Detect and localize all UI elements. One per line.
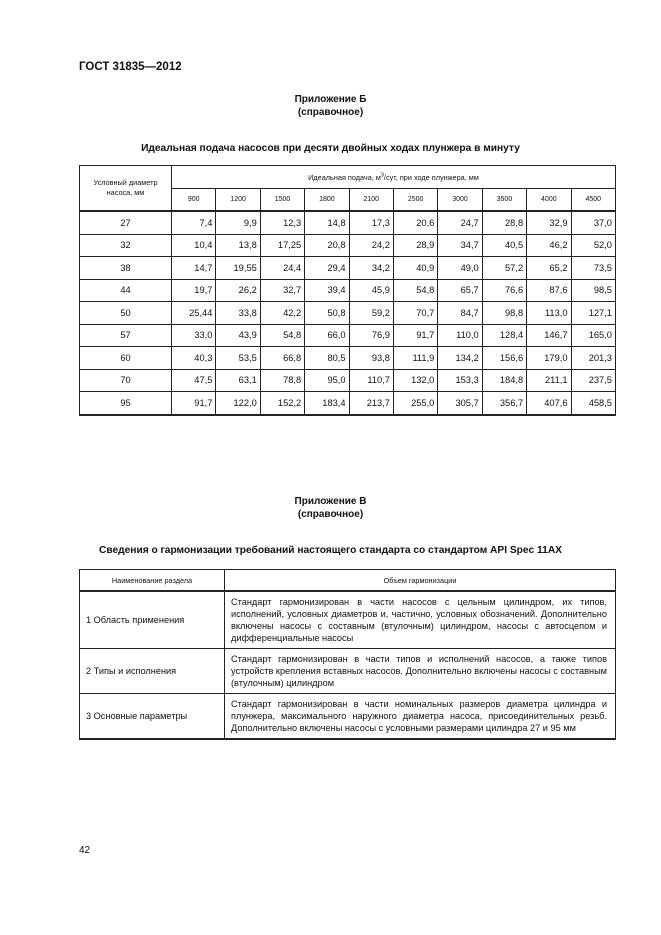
feed-value-cell: 80,5 <box>305 347 349 370</box>
feed-value-cell: 54,8 <box>260 324 304 347</box>
feed-value-cell: 95,0 <box>305 369 349 392</box>
appendix-v-heading <box>0 495 661 521</box>
table-row <box>80 649 616 694</box>
table-row <box>80 257 616 280</box>
feed-value-cell: 122,0 <box>216 392 260 415</box>
stroke-header: 1500 <box>260 189 304 212</box>
feed-value-cell: 34,2 <box>349 257 393 280</box>
feed-value-cell: 91,7 <box>393 324 437 347</box>
feed-value-cell: 20,8 <box>305 234 349 257</box>
feed-value-cell: 213,7 <box>349 392 393 415</box>
feed-value-cell: 53,5 <box>216 347 260 370</box>
feed-value-cell: 111,9 <box>393 347 437 370</box>
feed-value-cell: 184,8 <box>482 369 526 392</box>
scope-cell: Стандарт гармонизирован в части насосов с цельным цилиндром, их типов, исполнений, условных диаметров и, частично, условных обозначений. Дополнительно включены насосы с составным (втулочным) цилиндром, насосы с автосцепом и дифференциальные насосы <box>225 591 616 649</box>
feed-value-cell: 40,9 <box>393 257 437 280</box>
feed-value-cell: 45,9 <box>349 279 393 302</box>
appendix-v-caption: Сведения о гармонизации требований настоящего стандарта со стандартом API Spec 11AX <box>99 545 562 556</box>
feed-value-cell: 19,7 <box>172 279 216 302</box>
feed-value-cell: 66,8 <box>260 347 304 370</box>
feed-value-cell: 458,5 <box>571 392 615 415</box>
feed-value-cell: 153,3 <box>438 369 482 392</box>
feed-value-cell: 165,0 <box>571 324 615 347</box>
feed-value-cell: 127,1 <box>571 302 615 325</box>
feed-value-cell: 70,7 <box>393 302 437 325</box>
appendix-v-note: (справочное) <box>297 509 364 520</box>
feed-value-cell: 17,25 <box>260 234 304 257</box>
feed-value-cell: 24,7 <box>438 211 482 234</box>
feed-value-cell: 26,2 <box>216 279 260 302</box>
feed-header-suffix: /сут, при ходе плунжера, мм <box>383 172 479 182</box>
feed-value-cell: 356,7 <box>482 392 526 415</box>
feed-value-cell: 201,3 <box>571 347 615 370</box>
feed-value-cell: 37,0 <box>571 211 615 234</box>
appendix-v-title: Приложение В <box>294 496 367 507</box>
feed-value-cell: 17,3 <box>349 211 393 234</box>
feed-value-cell: 42,2 <box>260 302 304 325</box>
harmonization-table <box>79 569 616 740</box>
feed-value-cell: 78,8 <box>260 369 304 392</box>
diameter-cell: 60 <box>80 347 172 370</box>
feed-value-cell: 14,8 <box>305 211 349 234</box>
feed-value-cell: 110,0 <box>438 324 482 347</box>
table-row <box>80 369 616 392</box>
appendix-b-heading <box>0 93 661 119</box>
feed-value-cell: 24,2 <box>349 234 393 257</box>
feed-value-cell: 98,8 <box>482 302 526 325</box>
section-cell: 3 Основные параметры <box>80 694 225 740</box>
stroke-header: 2500 <box>393 189 437 212</box>
appendix-b-title: Приложение Б <box>294 94 367 105</box>
diameter-cell: 38 <box>80 257 172 280</box>
stroke-header: 1800 <box>305 189 349 212</box>
feed-value-cell: 65,2 <box>527 257 571 280</box>
feed-value-cell: 14,7 <box>172 257 216 280</box>
feed-value-cell: 110,7 <box>349 369 393 392</box>
feed-value-cell: 46,2 <box>527 234 571 257</box>
stroke-header: 1200 <box>216 189 260 212</box>
stroke-header: 2100 <box>349 189 393 212</box>
feed-value-cell: 43,9 <box>216 324 260 347</box>
feed-value-cell: 29,4 <box>305 257 349 280</box>
appendix-b-note: (справочное) <box>297 107 364 118</box>
scope-cell: Стандарт гармонизирован в части типов и исполнений насосов, а также типов устройств крепления вставных насосов. Дополнительно включены насосы с составным (втулочным) цилиндром <box>225 649 616 694</box>
table-row <box>80 279 616 302</box>
feed-value-cell: 132,0 <box>393 369 437 392</box>
feed-value-cell: 40,5 <box>482 234 526 257</box>
table-row <box>80 347 616 370</box>
feed-value-cell: 25,44 <box>172 302 216 325</box>
feed-value-cell: 134,2 <box>438 347 482 370</box>
diameter-cell: 44 <box>80 279 172 302</box>
stroke-header: 4500 <box>571 189 615 212</box>
feed-value-cell: 7,4 <box>172 211 216 234</box>
feed-value-cell: 32,9 <box>527 211 571 234</box>
feed-value-cell: 63,1 <box>216 369 260 392</box>
feed-value-cell: 152,2 <box>260 392 304 415</box>
feed-value-cell: 59,2 <box>349 302 393 325</box>
feed-value-cell: 76,6 <box>482 279 526 302</box>
table-row <box>80 392 616 415</box>
feed-value-cell: 19,55 <box>216 257 260 280</box>
feed-value-cell: 237,5 <box>571 369 615 392</box>
column-header-scope: Объем гармонизации <box>225 570 616 592</box>
column-header-diameter: Условный диаметр насоса, мм <box>80 166 172 212</box>
feed-value-cell: 54,8 <box>393 279 437 302</box>
appendix-b-caption: Идеальная подача насосов при десяти двойных ходах плунжера в минуту <box>141 143 520 154</box>
feed-value-cell: 76,9 <box>349 324 393 347</box>
feed-value-cell: 20,6 <box>393 211 437 234</box>
feed-value-cell: 211,1 <box>527 369 571 392</box>
feed-value-cell: 50,8 <box>305 302 349 325</box>
stroke-header: 900 <box>172 189 216 212</box>
feed-value-cell: 84,7 <box>438 302 482 325</box>
feed-value-cell: 98,5 <box>571 279 615 302</box>
scope-cell: Стандарт гармонизирован в части номинальных размеров диаметра цилиндра и плунжера, максимального наружного диаметра насоса, присоединительных резьб. Дополнительно включены насосы с условными размерами цилиндра 27 и 95 мм <box>225 694 616 740</box>
feed-value-cell: 47,5 <box>172 369 216 392</box>
feed-value-cell: 183,4 <box>305 392 349 415</box>
diameter-cell: 32 <box>80 234 172 257</box>
feed-value-cell: 255,0 <box>393 392 437 415</box>
table-row <box>80 234 616 257</box>
feed-value-cell: 65,7 <box>438 279 482 302</box>
feed-value-cell: 24,4 <box>260 257 304 280</box>
column-header-section: Наименование раздела <box>80 570 225 592</box>
feed-value-cell: 156,6 <box>482 347 526 370</box>
table-row <box>80 324 616 347</box>
feed-header-prefix: Идеальная подача, м <box>308 172 381 182</box>
feed-value-cell: 66,0 <box>305 324 349 347</box>
table-row <box>80 302 616 325</box>
feed-value-cell: 33,8 <box>216 302 260 325</box>
section-cell: 2 Типы и исполнения <box>80 649 225 694</box>
table-row <box>80 591 616 649</box>
feed-value-cell: 93,8 <box>349 347 393 370</box>
feed-value-cell: 28,8 <box>482 211 526 234</box>
feed-header-sup: 3 <box>380 172 384 179</box>
feed-value-cell: 28,9 <box>393 234 437 257</box>
diameter-cell: 50 <box>80 302 172 325</box>
feed-value-cell: 10,4 <box>172 234 216 257</box>
page-number: 42 <box>79 845 91 856</box>
feed-value-cell: 128,4 <box>482 324 526 347</box>
feed-value-cell: 73,5 <box>571 257 615 280</box>
feed-value-cell: 9,9 <box>216 211 260 234</box>
stroke-header: 3500 <box>482 189 526 212</box>
section-cell: 1 Область применения <box>80 591 225 649</box>
feed-value-cell: 57,2 <box>482 257 526 280</box>
table-row <box>80 694 616 740</box>
feed-value-cell: 91,7 <box>172 392 216 415</box>
feed-value-cell: 34,7 <box>438 234 482 257</box>
feed-value-cell: 49,0 <box>438 257 482 280</box>
diameter-cell: 70 <box>80 369 172 392</box>
feed-value-cell: 40,3 <box>172 347 216 370</box>
feed-value-cell: 146,7 <box>527 324 571 347</box>
feed-value-cell: 113,0 <box>527 302 571 325</box>
table-row <box>80 211 616 234</box>
feed-value-cell: 305,7 <box>438 392 482 415</box>
pump-feed-table <box>79 165 616 416</box>
feed-value-cell: 179,0 <box>527 347 571 370</box>
stroke-header: 4000 <box>527 189 571 212</box>
feed-value-cell: 12,3 <box>260 211 304 234</box>
feed-value-cell: 13,8 <box>216 234 260 257</box>
feed-value-cell: 52,0 <box>571 234 615 257</box>
feed-value-cell: 32,7 <box>260 279 304 302</box>
document-code: ГОСТ 31835—2012 <box>79 61 182 73</box>
feed-value-cell: 39,4 <box>305 279 349 302</box>
feed-value-cell: 33,0 <box>172 324 216 347</box>
diameter-cell: 27 <box>80 211 172 234</box>
feed-value-cell: 407,6 <box>527 392 571 415</box>
stroke-header: 3000 <box>438 189 482 212</box>
column-header-feed <box>172 166 616 189</box>
diameter-cell: 57 <box>80 324 172 347</box>
feed-value-cell: 87,6 <box>527 279 571 302</box>
diameter-cell: 95 <box>80 392 172 415</box>
